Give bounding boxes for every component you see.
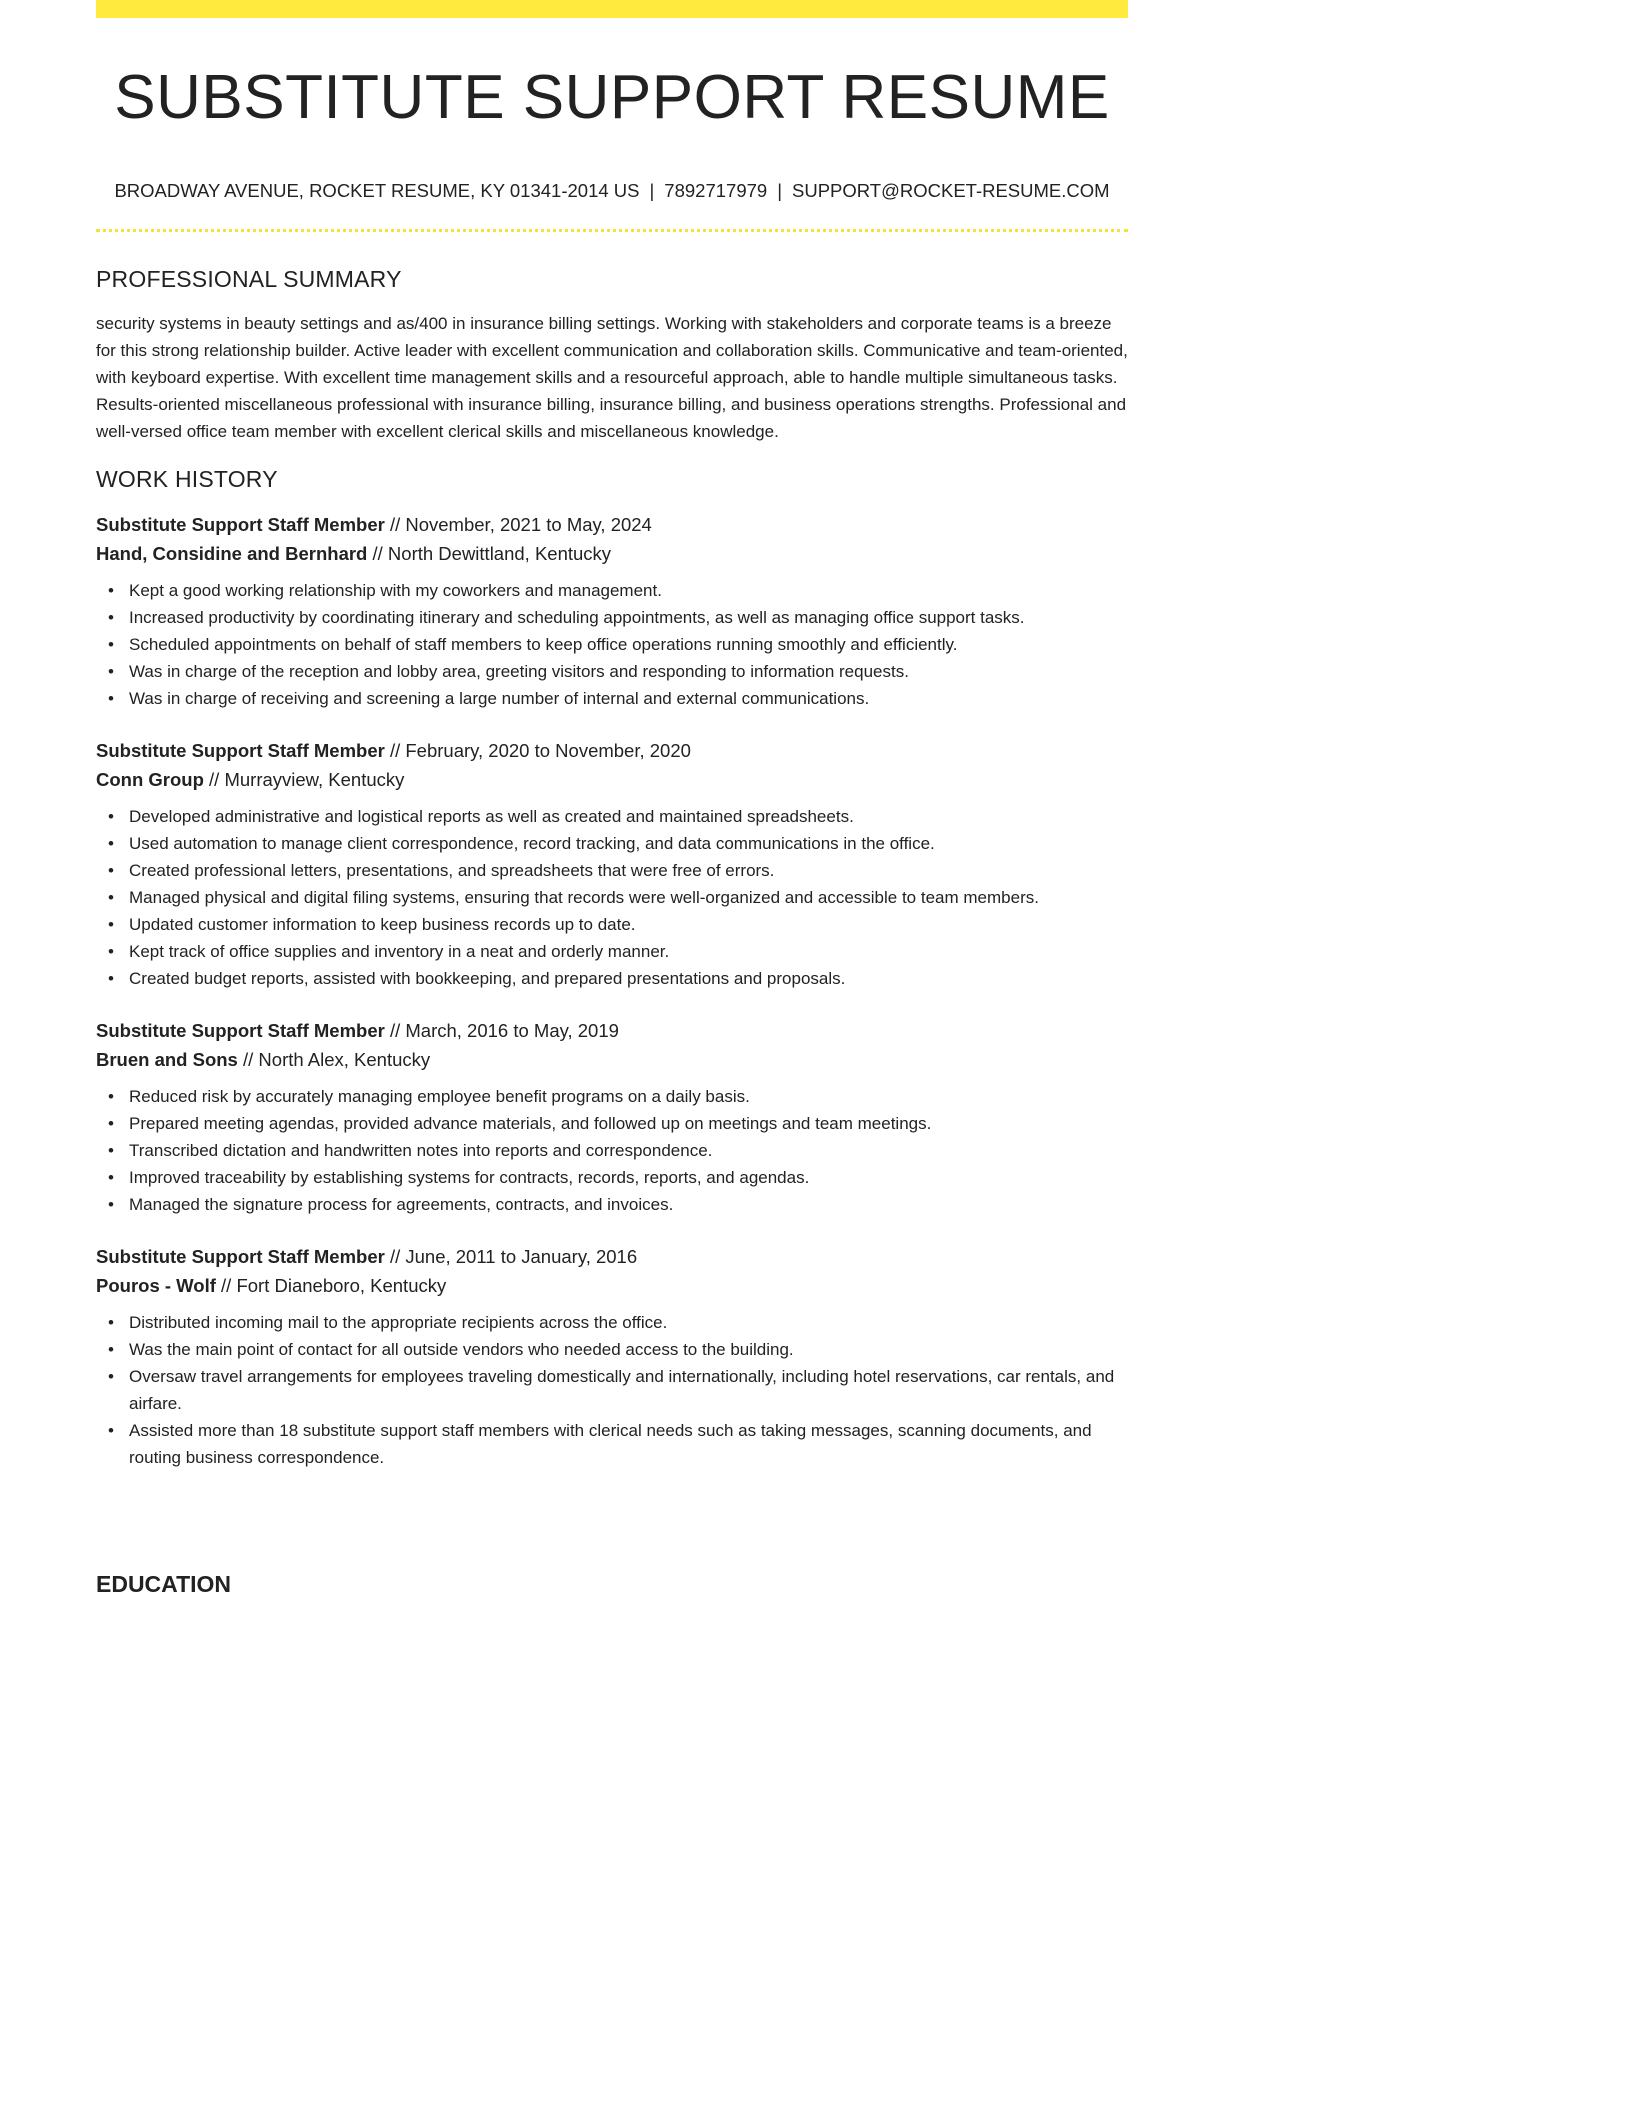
job-bullets (96, 1309, 1128, 1471)
job-company: Bruen and Sons (96, 1049, 238, 1070)
job-company-line (96, 1045, 1128, 1074)
contact-separator: | (777, 180, 782, 201)
job-title: Substitute Support Staff Member (96, 1020, 385, 1041)
job-title-line (96, 736, 1128, 765)
job-entry (96, 1016, 1128, 1218)
list-item: • Was in charge of the reception and lobby area, greeting visitors and responding to information requests. (129, 658, 1128, 685)
list-item: • Oversaw travel arrangements for employees traveling domestically and internationally, including hotel reservations, car rentals, and airfare. (129, 1363, 1128, 1417)
job-title: Substitute Support Staff Member (96, 740, 385, 761)
job-location: // Murrayview, Kentucky (209, 769, 405, 790)
contact-separator: | (649, 180, 655, 201)
list-item: • Used automation to manage client correspondence, record tracking, and data communications in the office. (129, 830, 1128, 857)
list-item: • Was the main point of contact for all outside vendors who needed access to the building. (129, 1336, 1128, 1363)
contact-email: SUPPORT@ROCKET-RESUME.COM (792, 180, 1110, 201)
job-location: // North Alex, Kentucky (243, 1049, 431, 1070)
job-title-line (96, 510, 1128, 539)
list-item: • Kept track of office supplies and inventory in a neat and orderly manner. (129, 938, 1128, 965)
list-item: • Increased productivity by coordinating itinerary and scheduling appointments, as well as managing office support tasks. (129, 604, 1128, 631)
job-dates: // June, 2011 to January, 2016 (389, 1246, 638, 1267)
list-item: • Transcribed dictation and handwritten notes into reports and correspondence. (129, 1137, 1128, 1164)
work-history-heading: WORK HISTORY (96, 466, 278, 492)
job-list (96, 510, 1128, 1471)
job-company-line (96, 765, 1128, 794)
job-entry (96, 736, 1128, 992)
job-title-line (96, 1016, 1128, 1045)
job-company-line (96, 1271, 1128, 1300)
list-item: • Assisted more than 18 substitute support staff members with clerical needs such as taking messages, scanning documents, and routing business correspondence. (129, 1417, 1128, 1471)
education-heading: EDUCATION (96, 1571, 232, 1597)
list-item: • Managed the signature process for agreements, contracts, and invoices. (129, 1191, 1128, 1218)
list-item: • Created budget reports, assisted with bookkeeping, and prepared presentations and proposals. (129, 965, 1128, 992)
job-dates: // November, 2021 to May, 2024 (389, 514, 652, 535)
list-item: • Reduced risk by accurately managing employee benefit programs on a daily basis. (129, 1083, 1128, 1110)
contact-phone: 7892717979 (664, 180, 768, 201)
list-item: • Developed administrative and logistical reports as well as created and maintained spreadsheets. (129, 803, 1128, 830)
job-company: Hand, Considine and Bernhard (96, 543, 368, 564)
contact-address: BROADWAY AVENUE, ROCKET RESUME, KY 01341-2014 US (114, 180, 640, 201)
job-bullets (96, 803, 1128, 992)
list-item: • Updated customer information to keep business records up to date. (129, 911, 1128, 938)
job-title: Substitute Support Staff Member (96, 514, 385, 535)
job-company-line (96, 539, 1128, 568)
job-title: Substitute Support Staff Member (96, 1246, 385, 1267)
job-title-line (96, 1242, 1128, 1271)
top-accent-bar (96, 0, 1128, 18)
job-bullets (96, 577, 1128, 712)
list-item: • Prepared meeting agendas, provided advance materials, and followed up on meetings and team meetings. (129, 1110, 1128, 1137)
summary-text: security systems in beauty settings and as/400 in insurance billing settings. Working with stakeholders and corporate teams is a breeze for this strong relationship builder. Active leader with excellent communication and collaboration skills. Communicative and team-oriented, with keyboard expertise. With excellent time management skills and a resourceful approach, able to handle multiple simultaneous tasks. Results-oriented miscellaneous professional with insurance billing, insurance billing, and business operations strengths. Professional and well-versed office team member with excellent clerical skills and miscellaneous knowledge. (96, 314, 1128, 441)
job-entry (96, 1242, 1128, 1471)
job-dates: // February, 2020 to November, 2020 (389, 740, 691, 761)
job-location: // North Dewittland, Kentucky (372, 543, 612, 564)
list-item: • Distributed incoming mail to the appropriate recipients across the office. (129, 1309, 1128, 1336)
list-item: • Kept a good working relationship with my coworkers and management. (129, 577, 1128, 604)
job-bullets (96, 1083, 1128, 1218)
list-item: • Created professional letters, presentations, and spreadsheets that were free of errors. (129, 857, 1128, 884)
header-divider (96, 229, 1128, 232)
resume-title: SUBSTITUTE SUPPORT RESUME (114, 63, 1110, 132)
job-dates: // March, 2016 to May, 2019 (389, 1020, 619, 1041)
list-item: • Managed physical and digital filing systems, ensuring that records were well-organized and accessible to team members. (129, 884, 1128, 911)
list-item: • Improved traceability by establishing systems for contracts, records, reports, and agendas. (129, 1164, 1128, 1191)
summary-heading: PROFESSIONAL SUMMARY (96, 266, 402, 292)
job-location: // Fort Dianeboro, Kentucky (221, 1275, 447, 1296)
job-company: Pouros - Wolf (96, 1275, 216, 1296)
job-entry (96, 510, 1128, 712)
list-item: • Scheduled appointments on behalf of staff members to keep office operations running smoothly and efficiently. (129, 631, 1128, 658)
contact-line (96, 178, 1128, 204)
job-company: Conn Group (96, 769, 204, 790)
list-item: • Was in charge of receiving and screening a large number of internal and external communications. (129, 685, 1128, 712)
resume-body (96, 264, 1128, 1471)
